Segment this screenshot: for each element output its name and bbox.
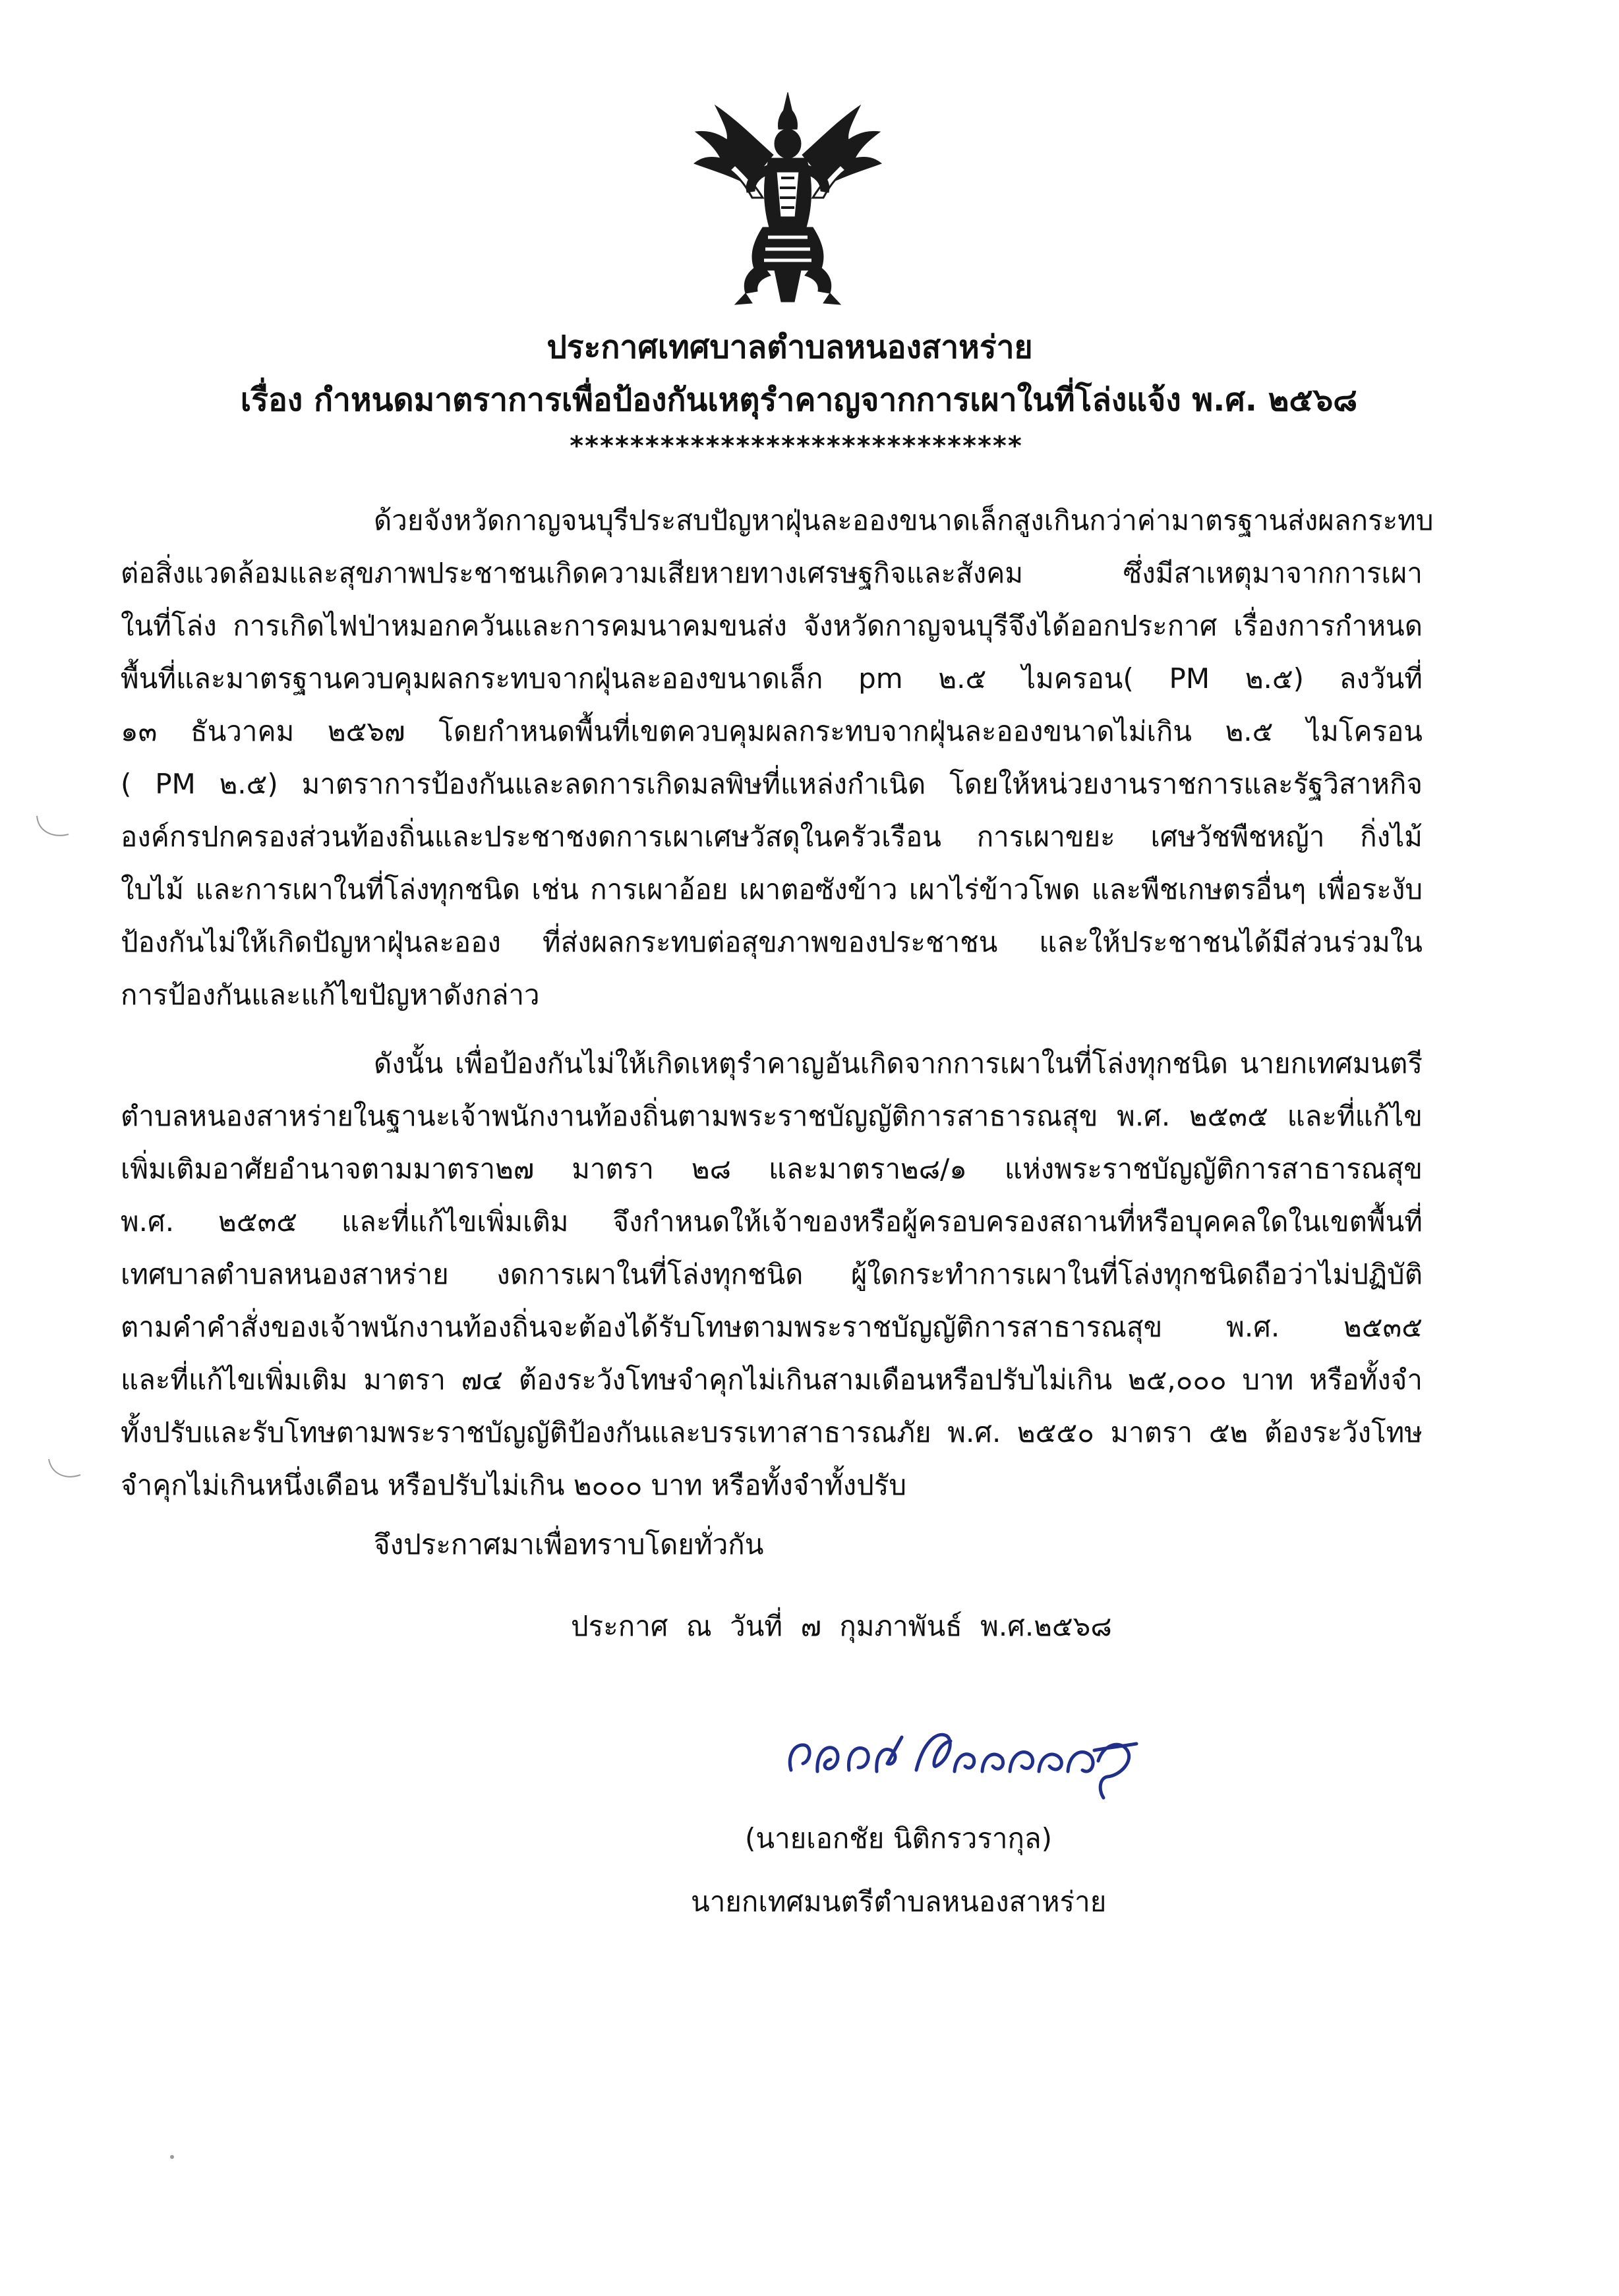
paragraph-line: ต่อสิ่งแวดล้อมและสุขภาพประชาชนเกิดความเสียหายทางเศรษฐกิจและสังคม ซึ่งมีสาเหตุมาจากการเผา <box>121 557 1423 589</box>
garuda-emblem-icon <box>689 92 887 310</box>
paragraph-line: พ.ศ. ๒๕๓๕ และที่แก้ไขเพิ่มเติม จึงกำหนดให้เจ้าของหรือผู้ครอบครองสถานที่หรือบุคคลใดในเขตพื้นที่ <box>121 1205 1423 1238</box>
announcement-title: ประกาศเทศบาลตำบลหนองสาหร่าย <box>546 329 1033 366</box>
paragraph-line: ด้วยจังหวัดกาญจนบุรีประสบปัญหาฝุ่นละอองขนาดเล็กสูงเกินกว่าค่ามาตรฐานส่งผลกระทบ <box>374 504 1434 536</box>
closing-statement: จึงประกาศมาเพื่อทราบโดยทั่วกัน <box>374 1528 764 1561</box>
paragraph-line: ทั้งปรับและรับโทษตามพระราชบัญญัติป้องกันและบรรเทาสาธารณภัย พ.ศ. ๒๕๕๐ มาตรา ๕๒ ต้องระวังโทษ <box>121 1416 1423 1449</box>
punch-hole-mark <box>33 812 73 841</box>
announcement-date: ประกาศ ณ วันที่ ๗ กุมภาพันธ์ พ.ศ.๒๕๖๘ <box>571 1610 1112 1642</box>
body-paragraph-1 <box>121 494 1434 1021</box>
paragraph-line: ( PM ๒.๕) มาตราการป้องกันและลดการเกิดมลพิษที่แหล่งกำเนิด โดยให้หน่วยงานราชการและรัฐวิสาหกิจ <box>121 768 1423 800</box>
title-separator: ****************************** <box>570 431 1023 461</box>
signer-position: นายกเทศมนตรีตำบลหนองสาหร่าย <box>691 1885 1107 1918</box>
announcement-subject: เรื่อง กำหนดมาตราการเพื่อป้องกันเหตุรำคาญจากการเผาในที่โล่งแจ้ง พ.ศ. ๒๕๖๘ <box>240 382 1358 418</box>
paragraph-line: ในที่โล่ง การเกิดไฟป่าหมอกควันและการคมนาคมขนส่ง จังหวัดกาญจนบุรีจึงได้ออกประกาศ เรื่องการกำหนด <box>121 610 1423 642</box>
paragraph-line: การป้องกันและแก้ไขปัญหาดังกล่าว <box>121 979 540 1011</box>
paragraph-line: พื้นที่และมาตรฐานควบคุมผลกระทบจากฝุ่นละอองขนาดเล็ก pm ๒.๕ ไมครอน( PM ๒.๕) ลงวันที่ <box>121 662 1423 695</box>
paragraph-line: ใบไม้ และการเผาในที่โล่งทุกชนิด เช่น การเผาอ้อย เผาตอซังข้าว เผาไร่ข้าวโพด และพืชเกษตรอื่นๆ เพื่อระงับ <box>121 873 1423 905</box>
scan-speck <box>170 2155 174 2159</box>
paragraph-line: และที่แก้ไขเพิ่มเติม มาตรา ๗๔ ต้องระวังโทษจำคุกไม่เกินสามเดือนหรือปรับไม่เกิน ๒๕,๐๐๐ บาท หรือทั้งจำ <box>121 1363 1423 1396</box>
paragraph-line: ๑๓ ธันวาคม ๒๕๖๗ โดยกำหนดพื้นที่เขตควบคุมผลกระทบจากฝุ่นละอองขนาดไม่เกิน ๒.๕ ไมโครอน <box>121 715 1423 747</box>
body-paragraph-2 <box>121 1037 1423 1512</box>
paragraph-line: เพิ่มเติมอาศัยอำนาจตามมาตรา๒๗ มาตรา ๒๘ และมาตรา๒๘/๑ แห่งพระราชบัญญัติการสาธารณสุข <box>121 1153 1423 1185</box>
paragraph-line: จำคุกไม่เกินหนึ่งเดือน หรือปรับไม่เกิน ๒๐๐๐ บาท หรือทั้งจำทั้งปรับ <box>121 1469 906 1501</box>
paragraph-line: ตามคำคำสั่งของเจ้าพนักงานท้องถิ่นจะต้องได้รับโทษตามพระราชบัญญัติการสาธารณสุข พ.ศ. ๒๕๓๕ <box>121 1311 1423 1343</box>
handwritten-signature <box>778 1698 1147 1803</box>
paragraph-line: ตำบลหนองสาหร่ายในฐานะเจ้าพนักงานท้องถิ่นตามพระราชบัญญัติการสาธารณสุข พ.ศ. ๒๕๓๕ และที่แก้ไข <box>121 1100 1423 1132</box>
paragraph-line: เทศบาลตำบลหนองสาหร่าย งดการเผาในที่โล่งทุกชนิด ผู้ใดกระทำการเผาในที่โล่งทุกชนิดถือว่าไม่ปฏิบัติ <box>121 1258 1423 1290</box>
paragraph-line: องค์กรปกครองส่วนท้องถิ่นและประชาชงดการเผาเศษวัสดุในครัวเรือน การเผาขยะ เศษวัชพืชหญ้า กิ่งไม้ <box>121 820 1423 853</box>
paragraph-line: ดังนั้น เพื่อป้องกันไม่ให้เกิดเหตุรำคาญอันเกิดจากการเผาในที่โล่งทุกชนิด นายกเทศมนตรี <box>374 1047 1423 1079</box>
paragraph-line: ป้องกันไม่ให้เกิดปัญหาฝุ่นละออง ที่ส่งผลกระทบต่อสุขภาพของประชาชน และให้ประชาชนได้มีส่วนร่วมใน <box>121 926 1423 958</box>
punch-hole-mark <box>45 1455 84 1484</box>
signer-name: (นายเอกชัย นิติกรวรากุล) <box>745 1822 1053 1854</box>
